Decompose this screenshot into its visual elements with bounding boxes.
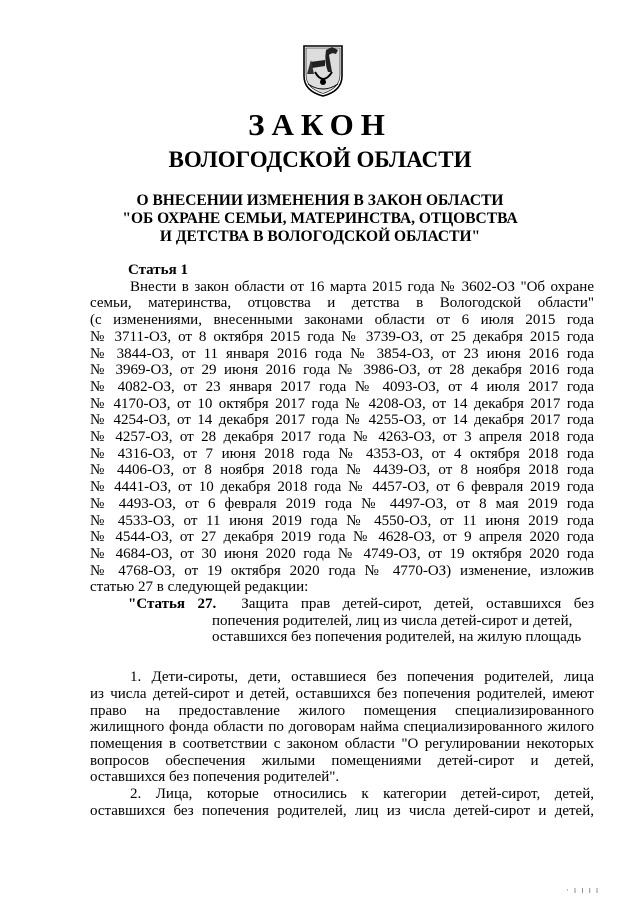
- text-line: № 4768-ОЗ, от 19 октября 2020 года № 4770-ОЗ) изменение, изложив: [90, 562, 594, 579]
- article-27-title-line: попечения родителей, лиц из числа детей-сирот и детей,: [212, 612, 573, 629]
- article-27-heading: [128, 596, 594, 646]
- region-title: ВОЛОГОДСКОЙ ОБЛАСТИ: [168, 147, 472, 172]
- text-line: № 4316-ОЗ, от 7 июня 2018 года № 4353-ОЗ, от 4 октября 2018 года: [90, 445, 594, 462]
- article-27-paragraph-2: [90, 786, 594, 819]
- article-1-text: [90, 279, 594, 596]
- text-line: № 4254-ОЗ, от 14 декабря 2017 года № 4255-ОЗ, от 14 декабря 2017 года: [90, 412, 594, 429]
- text-line: 2. Лица, которые относились к категории детей-сирот, детей,: [130, 786, 594, 803]
- subtitle-line: "ОБ ОХРАНЕ СЕМЬИ, МАТЕРИНСТВА, ОТЦОВСТВА: [122, 210, 518, 227]
- text-line: № 4406-ОЗ, от 8 ноября 2018 года № 4439-ОЗ, от 8 ноября 2018 года: [90, 462, 594, 479]
- article-27-title-continuation: [128, 613, 594, 646]
- text-line: № 4257-ОЗ, от 28 декабря 2017 года № 4263-ОЗ, от 3 апреля 2018 года: [90, 429, 594, 446]
- text-line: № 3711-ОЗ, от 8 октября 2015 года № 3739-ОЗ, от 25 декабря 2015 года: [90, 328, 594, 345]
- text-line: (с изменениями, внесенными законами области от 6 июля 2015 года: [90, 312, 594, 329]
- page-footer-mark: · ı ı ı ı: [566, 886, 600, 896]
- text-line: № 3969-ОЗ, от 29 июня 2016 года № 3986-ОЗ, от 28 декабря 2016 года: [90, 362, 594, 379]
- vologda-coat-of-arms-icon: [302, 44, 344, 98]
- text-line: № 4684-ОЗ, от 30 июня 2020 года № 4749-ОЗ, от 19 октября 2020 года: [90, 545, 594, 562]
- text-line: 1. Дети-сироты, дети, оставшиеся без попечения родителей, лица: [130, 669, 594, 686]
- text-line: оставшихся без попечения родителей".: [90, 769, 340, 786]
- text-line: № 4493-ОЗ, от 6 февраля 2019 года № 4497-ОЗ, от 8 мая 2019 года: [90, 495, 594, 512]
- text-line: № 4441-ОЗ, от 10 декабря 2018 года № 4457-ОЗ, от 6 февраля 2019 года: [90, 479, 594, 496]
- article-27-paragraph-1: [90, 669, 594, 786]
- text-line: из числа детей-сирот и детей, оставшихся без попечения родителей, имеют: [90, 685, 594, 702]
- text-line: № 3844-ОЗ, от 11 января 2016 года № 3854-ОЗ, от 23 июня 2016 года: [90, 345, 594, 362]
- spacer: [90, 646, 594, 669]
- text-line: статью 27 в следующей редакции:: [90, 579, 309, 596]
- text-line: № 4082-ОЗ, от 23 января 2017 года № 4093-ОЗ, от 4 июля 2017 года: [90, 378, 594, 395]
- text-line: № 4170-ОЗ, от 10 октября 2017 года № 4208-ОЗ, от 14 декабря 2017 года: [90, 395, 594, 412]
- text-line: № 4544-ОЗ, от 27 декабря 2019 года № 4628-ОЗ, от 9 апреля 2020 года: [90, 529, 594, 546]
- text-line: помещения в соответствии с законом области "О регулировании некоторых: [90, 735, 594, 752]
- subtitle-line: О ВНЕСЕНИИ ИЗМЕНЕНИЯ В ЗАКОН ОБЛАСТИ: [136, 192, 504, 209]
- article-1-heading: Статья 1: [128, 262, 188, 278]
- text-line: право на предоставление жилого помещения специализированного: [90, 702, 594, 719]
- article-27-title-line: оставшихся без попечения родителей, на жилую площадь: [212, 629, 582, 646]
- subtitle-line: И ДЕТСТВА В ВОЛОГОДСКОЙ ОБЛАСТИ": [159, 228, 481, 245]
- article-27-title-line: [128, 596, 594, 613]
- article-27-label: "Статья 27.: [128, 596, 217, 613]
- text-line: № 4533-ОЗ, от 11 июня 2019 года № 4550-ОЗ, от 11 июня 2019 года: [90, 512, 594, 529]
- text-line: вопросов обеспечения жилыми помещениями детей-сирот и детей,: [90, 752, 594, 769]
- text-line: оставшихся без попечения родителей, лиц из числа детей-сирот и детей,: [90, 802, 594, 819]
- article-27-title-text: Защита прав детей-сирот, детей, оставшихся без: [241, 596, 595, 613]
- document-title: ЗАКОН: [248, 107, 392, 142]
- text-line: семьи, материнства, отцовства и детства в Вологодской области": [90, 295, 594, 312]
- document-body: [90, 262, 594, 820]
- text-line: жилищного фонда области по договорам найма специализированного жилого: [90, 719, 594, 736]
- law-subtitle: [0, 192, 640, 246]
- text-line: Внести в закон области от 16 марта 2015 года № 3602-ОЗ "Об охране: [130, 278, 594, 295]
